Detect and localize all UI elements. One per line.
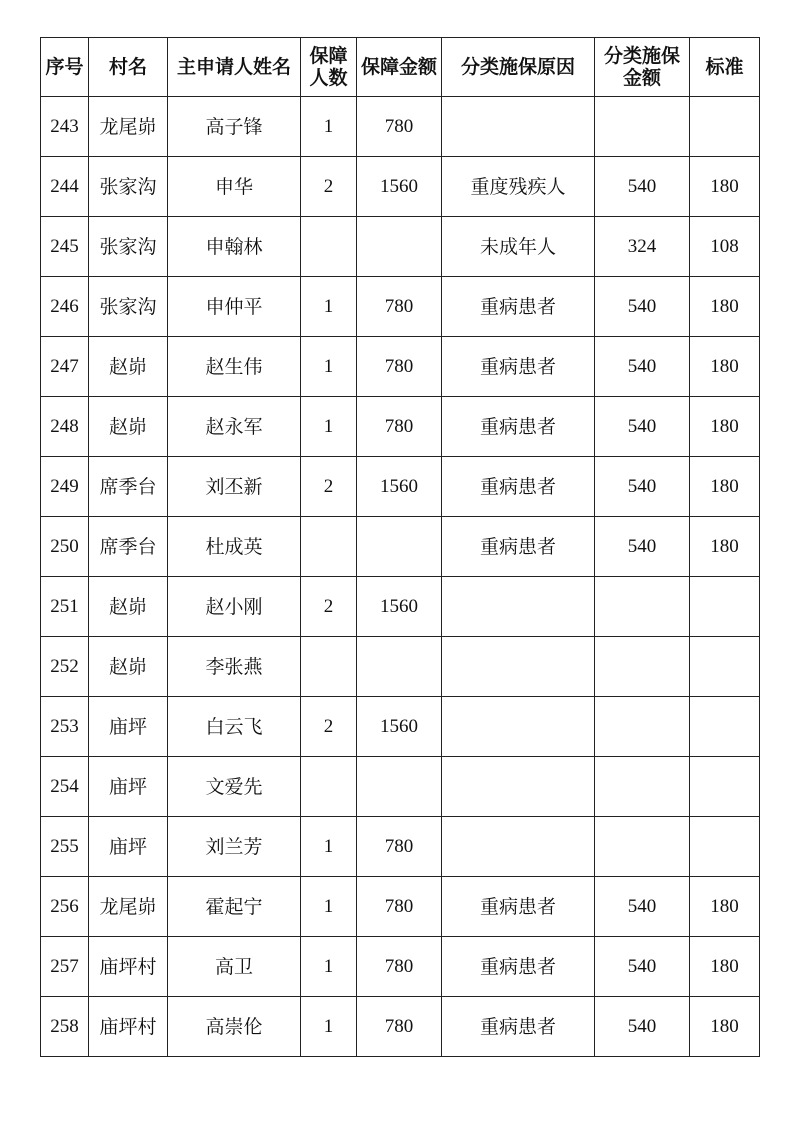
- header-standard: 标准: [690, 38, 760, 97]
- table-row: [41, 877, 760, 937]
- cell-index: 254: [41, 757, 89, 817]
- cell-category-reason: 重病患者: [442, 397, 595, 457]
- table-row: [41, 937, 760, 997]
- cell-covered-persons: [301, 757, 357, 817]
- cell-index: 253: [41, 697, 89, 757]
- cell-village: 赵峁: [89, 637, 168, 697]
- cell-category-amount: 540: [595, 397, 690, 457]
- cell-allowance-amount: 1560: [357, 697, 442, 757]
- header-category-reason: 分类施保原因: [442, 38, 595, 97]
- cell-index: 249: [41, 457, 89, 517]
- cell-standard: 180: [690, 877, 760, 937]
- cell-category-amount: 540: [595, 997, 690, 1057]
- cell-applicant: 赵生伟: [168, 337, 301, 397]
- cell-index: 244: [41, 157, 89, 217]
- cell-village: 赵峁: [89, 337, 168, 397]
- header-category-amount: 分类施保金额: [595, 38, 690, 97]
- cell-allowance-amount: 780: [357, 397, 442, 457]
- subsistence-allowance-table: [40, 37, 760, 1057]
- cell-category-reason: [442, 577, 595, 637]
- cell-category-amount: [595, 577, 690, 637]
- cell-standard: [690, 637, 760, 697]
- cell-standard: 180: [690, 397, 760, 457]
- cell-index: 252: [41, 637, 89, 697]
- cell-standard: [690, 757, 760, 817]
- cell-category-reason: 重病患者: [442, 877, 595, 937]
- cell-covered-persons: 2: [301, 157, 357, 217]
- cell-covered-persons: 2: [301, 697, 357, 757]
- cell-category-reason: 重病患者: [442, 337, 595, 397]
- cell-standard: 180: [690, 157, 760, 217]
- header-index: 序号: [41, 38, 89, 97]
- cell-applicant: 申翰林: [168, 217, 301, 277]
- cell-category-amount: [595, 637, 690, 697]
- cell-index: 247: [41, 337, 89, 397]
- cell-covered-persons: 1: [301, 397, 357, 457]
- cell-applicant: 赵小刚: [168, 577, 301, 637]
- cell-index: 246: [41, 277, 89, 337]
- cell-applicant: 高崇伦: [168, 997, 301, 1057]
- cell-village: 张家沟: [89, 157, 168, 217]
- cell-applicant: 高子锋: [168, 97, 301, 157]
- table-row: [41, 157, 760, 217]
- cell-standard: 180: [690, 997, 760, 1057]
- cell-allowance-amount: 780: [357, 877, 442, 937]
- cell-applicant: 刘丕新: [168, 457, 301, 517]
- cell-category-amount: 540: [595, 337, 690, 397]
- cell-standard: 180: [690, 337, 760, 397]
- table-row: [41, 277, 760, 337]
- cell-index: 243: [41, 97, 89, 157]
- cell-covered-persons: 1: [301, 277, 357, 337]
- cell-category-reason: 未成年人: [442, 217, 595, 277]
- cell-covered-persons: [301, 517, 357, 577]
- cell-covered-persons: 2: [301, 457, 357, 517]
- cell-village: 张家沟: [89, 277, 168, 337]
- cell-allowance-amount: 780: [357, 997, 442, 1057]
- cell-standard: 180: [690, 277, 760, 337]
- header-row: [41, 38, 760, 97]
- cell-allowance-amount: [357, 637, 442, 697]
- cell-index: 245: [41, 217, 89, 277]
- cell-village: 庙坪: [89, 817, 168, 877]
- cell-index: 255: [41, 817, 89, 877]
- cell-category-reason: [442, 817, 595, 877]
- cell-covered-persons: 1: [301, 937, 357, 997]
- cell-index: 257: [41, 937, 89, 997]
- cell-covered-persons: [301, 637, 357, 697]
- header-allowance-amount: 保障金额: [357, 38, 442, 97]
- table-row: [41, 697, 760, 757]
- table-row: [41, 637, 760, 697]
- header-village: 村名: [89, 38, 168, 97]
- cell-index: 248: [41, 397, 89, 457]
- cell-applicant: 白云飞: [168, 697, 301, 757]
- cell-covered-persons: 1: [301, 817, 357, 877]
- cell-standard: [690, 577, 760, 637]
- cell-allowance-amount: 1560: [357, 157, 442, 217]
- cell-standard: [690, 97, 760, 157]
- cell-village: 席季台: [89, 517, 168, 577]
- cell-allowance-amount: [357, 757, 442, 817]
- cell-category-amount: 540: [595, 877, 690, 937]
- cell-applicant: 刘兰芳: [168, 817, 301, 877]
- table-row: [41, 217, 760, 277]
- cell-allowance-amount: 780: [357, 277, 442, 337]
- cell-standard: [690, 697, 760, 757]
- table-row: [41, 457, 760, 517]
- cell-standard: 180: [690, 457, 760, 517]
- cell-village: 赵峁: [89, 577, 168, 637]
- table-body: [41, 97, 760, 1057]
- cell-applicant: 霍起宁: [168, 877, 301, 937]
- cell-allowance-amount: 780: [357, 337, 442, 397]
- cell-category-amount: [595, 817, 690, 877]
- cell-allowance-amount: 1560: [357, 577, 442, 637]
- cell-category-amount: [595, 757, 690, 817]
- cell-village: 张家沟: [89, 217, 168, 277]
- cell-category-amount: [595, 697, 690, 757]
- cell-village: 庙坪: [89, 757, 168, 817]
- table-row: [41, 97, 760, 157]
- cell-index: 250: [41, 517, 89, 577]
- cell-category-reason: 重病患者: [442, 277, 595, 337]
- table-row: [41, 577, 760, 637]
- cell-applicant: 杜成英: [168, 517, 301, 577]
- cell-category-reason: [442, 757, 595, 817]
- cell-applicant: 申华: [168, 157, 301, 217]
- cell-index: 256: [41, 877, 89, 937]
- cell-category-amount: [595, 97, 690, 157]
- cell-category-reason: 重病患者: [442, 457, 595, 517]
- cell-applicant: 文爱先: [168, 757, 301, 817]
- cell-covered-persons: 2: [301, 577, 357, 637]
- cell-index: 258: [41, 997, 89, 1057]
- cell-category-reason: [442, 637, 595, 697]
- cell-village: 庙坪村: [89, 937, 168, 997]
- cell-index: 251: [41, 577, 89, 637]
- cell-category-reason: 重度残疾人: [442, 157, 595, 217]
- cell-village: 席季台: [89, 457, 168, 517]
- cell-standard: 180: [690, 517, 760, 577]
- cell-covered-persons: 1: [301, 337, 357, 397]
- cell-category-amount: 540: [595, 517, 690, 577]
- table-row: [41, 337, 760, 397]
- cell-applicant: 高卫: [168, 937, 301, 997]
- cell-category-amount: 540: [595, 457, 690, 517]
- header-applicant: 主申请人姓名: [168, 38, 301, 97]
- table-row: [41, 397, 760, 457]
- cell-village: 赵峁: [89, 397, 168, 457]
- cell-allowance-amount: [357, 217, 442, 277]
- table-row: [41, 817, 760, 877]
- cell-village: 庙坪村: [89, 997, 168, 1057]
- cell-standard: 180: [690, 937, 760, 997]
- cell-village: 龙尾峁: [89, 97, 168, 157]
- cell-category-amount: 540: [595, 277, 690, 337]
- cell-category-amount: 324: [595, 217, 690, 277]
- cell-covered-persons: [301, 217, 357, 277]
- cell-category-amount: 540: [595, 937, 690, 997]
- cell-covered-persons: 1: [301, 877, 357, 937]
- cell-standard: [690, 817, 760, 877]
- cell-allowance-amount: 780: [357, 817, 442, 877]
- cell-category-reason: [442, 97, 595, 157]
- cell-allowance-amount: 1560: [357, 457, 442, 517]
- cell-standard: 108: [690, 217, 760, 277]
- cell-applicant: 赵永军: [168, 397, 301, 457]
- cell-category-reason: 重病患者: [442, 937, 595, 997]
- table-row: [41, 757, 760, 817]
- cell-category-reason: [442, 697, 595, 757]
- cell-applicant: 申仲平: [168, 277, 301, 337]
- cell-allowance-amount: 780: [357, 937, 442, 997]
- cell-category-reason: 重病患者: [442, 997, 595, 1057]
- header-covered-persons: 保障人数: [301, 38, 357, 97]
- table-row: [41, 997, 760, 1057]
- cell-covered-persons: 1: [301, 997, 357, 1057]
- cell-applicant: 李张燕: [168, 637, 301, 697]
- table-row: [41, 517, 760, 577]
- cell-category-amount: 540: [595, 157, 690, 217]
- cell-village: 庙坪: [89, 697, 168, 757]
- cell-village: 龙尾峁: [89, 877, 168, 937]
- cell-allowance-amount: [357, 517, 442, 577]
- cell-category-reason: 重病患者: [442, 517, 595, 577]
- cell-allowance-amount: 780: [357, 97, 442, 157]
- cell-covered-persons: 1: [301, 97, 357, 157]
